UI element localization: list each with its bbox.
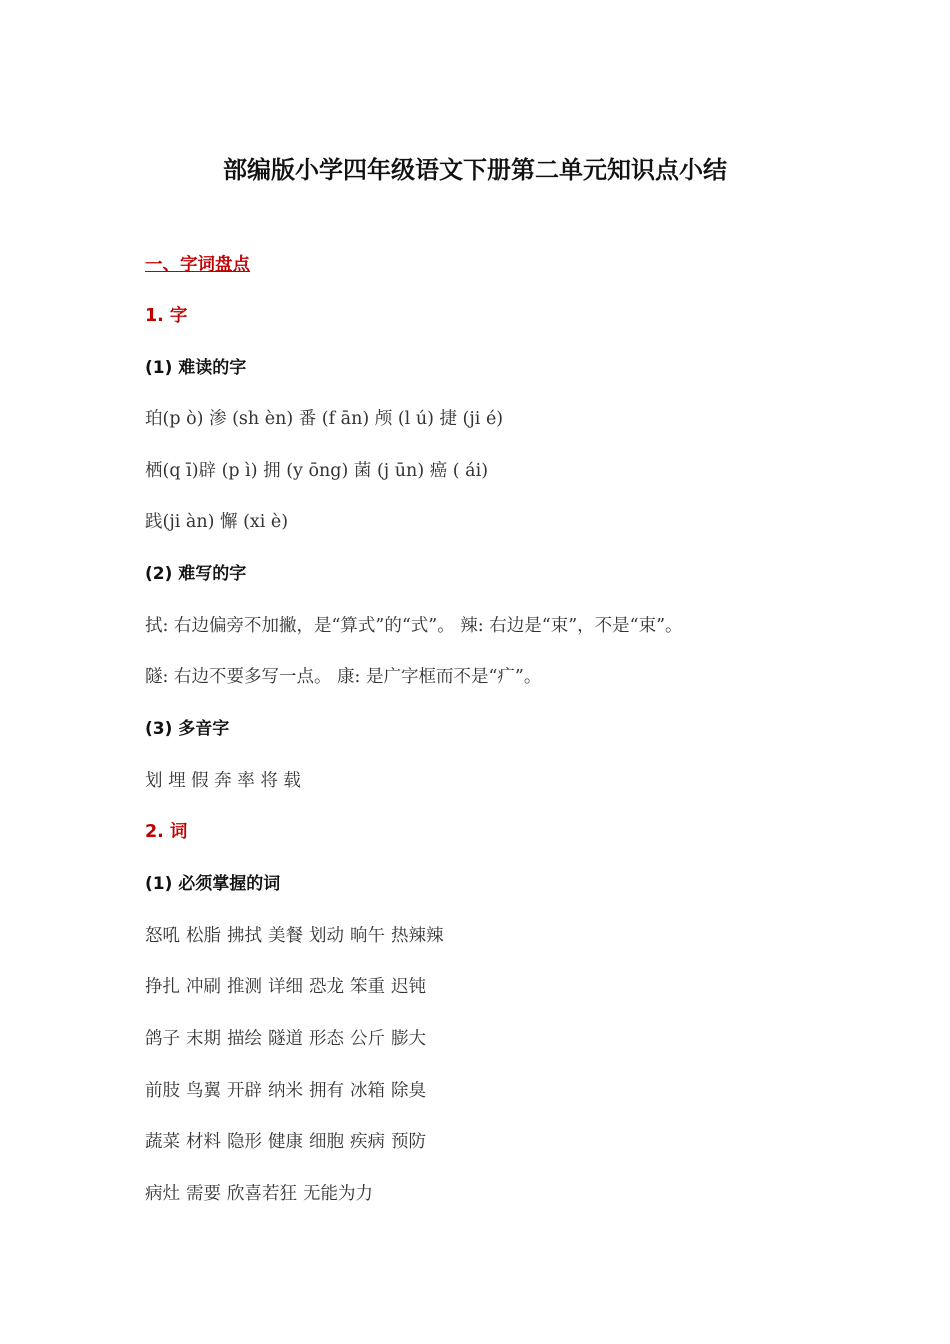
writing-note-line-1: 拭: 右边偏旁不加撇，是“算式”的“式”。 辣: 右边是“束”，不是“束”。 (145, 616, 683, 636)
word: 需要 (186, 1184, 221, 1204)
word: 挣扎 (145, 977, 180, 997)
word: 迟钝 (391, 977, 426, 997)
subsection-heading-characters: 1. 字 (145, 306, 188, 326)
word: 描绘 (227, 1029, 262, 1049)
word: 松脂 (186, 926, 221, 946)
word: 拥有 (309, 1081, 344, 1101)
word: 公斤 (350, 1029, 385, 1049)
pinyin-line-2: 栖(q ī)辟 (p ì) 拥 (y ōng) 菌 (j ūn) 癌 ( ái) (145, 461, 489, 481)
word: 蔬菜 (145, 1132, 180, 1152)
word: 欣喜若狂 (227, 1184, 297, 1204)
word: 健康 (268, 1132, 303, 1152)
page-title: 部编版小学四年级语文下册第二单元知识点小结 (223, 156, 727, 184)
word-row (145, 1025, 432, 1053)
word-row (145, 973, 432, 1001)
word: 热辣辣 (391, 926, 444, 946)
word: 病灶 (145, 1184, 180, 1204)
word: 恐龙 (309, 977, 344, 997)
word: 晌午 (350, 926, 385, 946)
word: 怒吼 (145, 926, 180, 946)
word: 笨重 (350, 977, 385, 997)
section-heading-word-review: 一、字词盘点 (145, 255, 250, 275)
word: 材料 (186, 1132, 221, 1152)
word: 开辟 (227, 1081, 262, 1101)
word: 鸟翼 (186, 1081, 221, 1101)
word: 美餐 (268, 926, 303, 946)
word: 无能为力 (303, 1184, 373, 1204)
word: 末期 (186, 1029, 221, 1049)
word-row (145, 1077, 432, 1105)
word: 详细 (268, 977, 303, 997)
word: 疾病 (350, 1132, 385, 1152)
word: 形态 (309, 1029, 344, 1049)
word: 推测 (227, 977, 262, 997)
word-row (145, 1180, 379, 1208)
heading-must-master-words: (1) 必须掌握的词 (145, 874, 281, 894)
heading-polyphonic: (3) 多音字 (145, 719, 230, 739)
word: 拂拭 (227, 926, 262, 946)
pinyin-line-3: 践(ji àn) 懈 (xi è) (145, 512, 289, 532)
word: 鸽子 (145, 1029, 180, 1049)
pinyin-line-1: 珀(p ò) 渗 (sh èn) 番 (f ān) 颅 (l ú) 捷 (ji é) (145, 409, 504, 429)
word: 隐形 (227, 1132, 262, 1152)
word: 冰箱 (350, 1081, 385, 1101)
word-row (145, 922, 450, 950)
word: 除臭 (391, 1081, 426, 1101)
word: 冲刷 (186, 977, 221, 997)
word: 纳米 (268, 1081, 303, 1101)
word: 细胞 (309, 1132, 344, 1152)
writing-note-line-2: 隧: 右边不要多写一点。 康: 是广字框而不是“疒”。 (145, 667, 542, 687)
subsection-heading-words: 2. 词 (145, 822, 188, 842)
heading-difficult-to-write: (2) 难写的字 (145, 564, 247, 584)
word: 隧道 (268, 1029, 303, 1049)
polyphonic-characters: 划 埋 假 奔 率 将 载 (145, 771, 301, 791)
word: 前肢 (145, 1081, 180, 1101)
word: 划动 (309, 926, 344, 946)
heading-difficult-to-read: (1) 难读的字 (145, 358, 247, 378)
word-row (145, 1128, 432, 1156)
word: 预防 (391, 1132, 426, 1152)
word: 膨大 (391, 1029, 426, 1049)
